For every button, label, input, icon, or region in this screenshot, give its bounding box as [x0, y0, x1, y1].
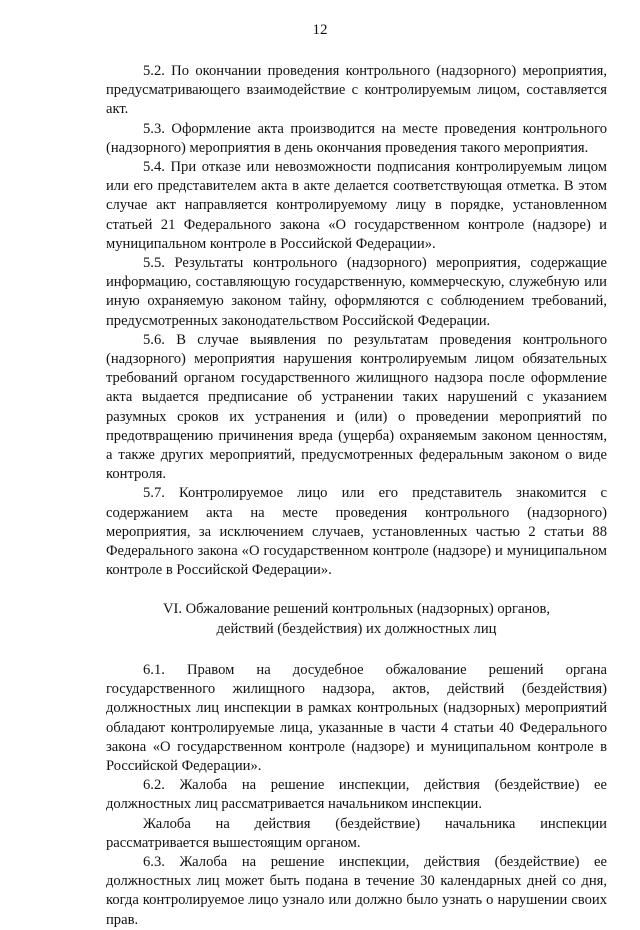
section-heading-line-1: VI. Обжалование решений контрольных (надзорных) органов, — [162, 601, 551, 618]
paragraph-5-5: 5.5. Результаты контрольного (надзорного) мероприятия, содержащие информацию, составляющую государственную, коммерческую, служебную или иную охраняемую законом тайну, оформляются с соблюдением требований, предусмотренных законодательством Российской Федерации. — [106, 255, 607, 329]
paragraph-5-6: 5.6. В случае выявления по результатам проведения контрольного (надзорного) мероприятия нарушения контролируемым лицом обязательных требований органом государственного жилищного надзора после оформление акта выдается предписание об устранении таких нарушений с указанием разумных сроков их устранения и (или) о проведении мероприятий по предотвращению причинения вреда (ущерба) охраняемым законом ценностям, а также других мероприятий, предусмотренных федеральным законом о виде контроля. — [106, 331, 607, 483]
page-number: 12 — [312, 22, 328, 38]
paragraph-5-2: 5.2. По окончании проведения контрольного (надзорного) мероприятия, предусматривающего взаимодействие с контролируемым лицом, составляется акт. — [106, 63, 607, 118]
paragraph-5-4: 5.4. При отказе или невозможности подписания контролируемым лицом или его представителем акта в акте делается соответствующая отметка. В этом случае акт направляется контролируемому лицу в порядке, установленном статьей 21 Федерального закона «О государственном контроле (надзоре) и муниципальном контроле в Российской Федерации». — [106, 159, 607, 252]
paragraph-6-2: 6.2. Жалоба на решение инспекции, действия (бездействие) ее должностных лиц рассматривается начальником инспекции. — [106, 777, 607, 813]
document-body — [106, 62, 607, 930]
paragraph-6-3: 6.3. Жалоба на решение инспекции, действия (бездействие) ее должностных лиц может быть подана в течение 30 календарных дней со дня, когда контролируемое лицо узнало или должно было узнать о нарушении своих прав. — [106, 853, 607, 928]
paragraph-6-1: 6.1. Правом на досудебное обжалование решений органа государственного жилищного надзора, актов, действий (бездействия) должностных лиц инспекции в рамках контрольных (надзорных) мероприятий обладают контролируемые лица, указанные в части 4 статьи 40 Федерального закона «О государственном контроле (надзоре) и муниципальном контроле в Российской Федерации». — [106, 661, 607, 774]
section-heading-line-2: действий (бездействия) их должностных лиц — [216, 620, 497, 637]
paragraph-6-2-continuation: Жалоба на действия (бездействие) начальника инспекции рассматривается вышестоящим органом. — [106, 815, 607, 851]
paragraph-5-3: 5.3. Оформление акта производится на месте проведения контрольного (надзорного) мероприятия в день окончания проведения такого мероприятия. — [106, 120, 607, 156]
section-heading — [106, 600, 607, 638]
paragraph-5-7: 5.7. Контролируемое лицо или его представитель знакомится с содержанием акта на месте проведения контрольного (надзорного) мероприятия, за исключением случаев, установленных частью 2 статьи 88 Федерального закона «О государственном контроле (надзоре) и муниципальном контроле в Российской Федерации». — [106, 485, 607, 579]
